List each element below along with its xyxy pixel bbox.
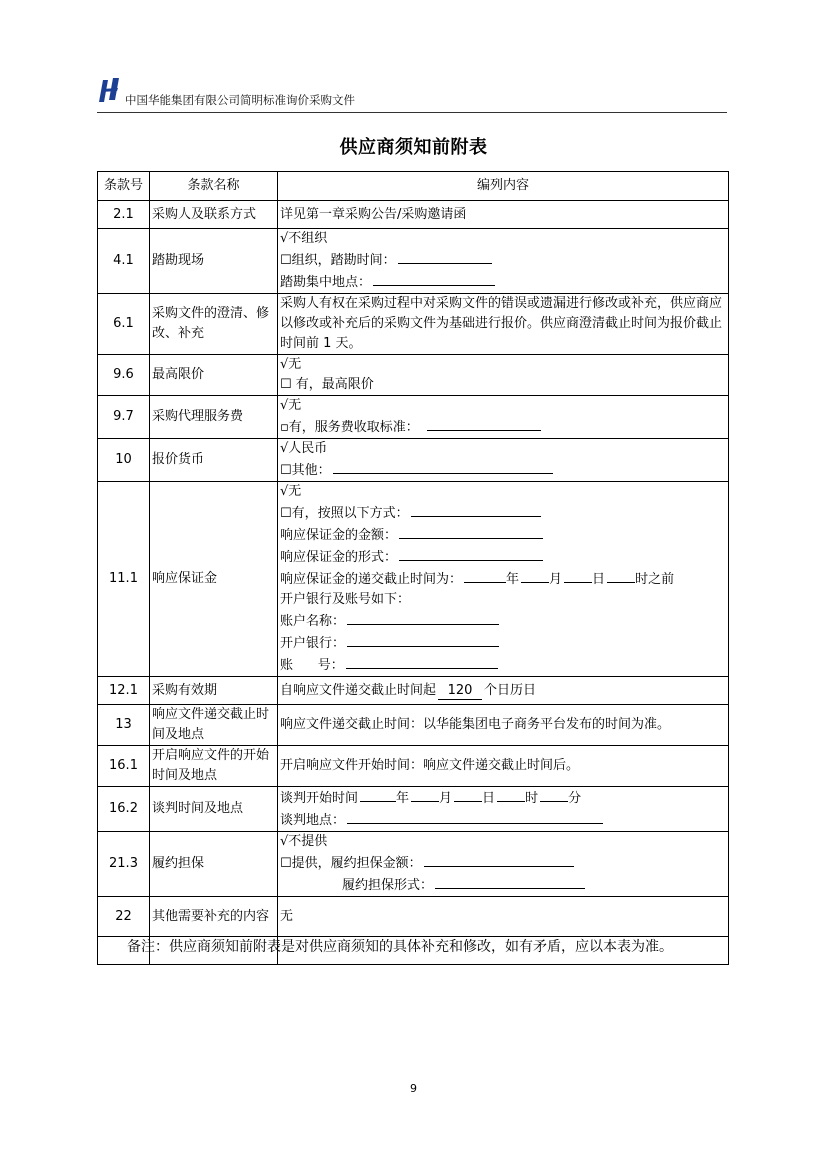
blank-field xyxy=(333,459,553,474)
clause-no: 6.1 xyxy=(98,294,150,355)
clause-content: 开启响应文件开始时间：响应文件递交截止时间后。 xyxy=(278,746,729,787)
clause-name: 最高限价 xyxy=(150,355,278,396)
table-row xyxy=(98,229,729,294)
option-line: √无 xyxy=(280,357,302,372)
blank-field xyxy=(373,271,495,286)
header-title: 中国华能集团有限公司简明标准询价采购文件 xyxy=(125,93,355,107)
clause-no: 22 xyxy=(98,897,150,937)
option-line: 响应保证金的递交截止时间为： 年 月 日 时之前 xyxy=(280,568,726,590)
clause-content xyxy=(278,396,729,439)
clause-no: 16.2 xyxy=(98,787,150,832)
clause-name: 开启响应文件的开始时间及地点 xyxy=(150,746,278,787)
validity-days: 120 xyxy=(438,683,482,700)
clause-name: 履约担保 xyxy=(150,832,278,897)
clause-no: 16.1 xyxy=(98,746,150,787)
table-row xyxy=(98,787,729,832)
table-row xyxy=(98,677,729,705)
clause-content: 采购人有权在采购过程中对采购文件的错误或遗漏进行修改或补充，供应商应以修改或补充后的采购文件为基础进行报价。供应商澄清截止时间为报价截止时间前 1 天。 xyxy=(278,294,729,355)
clause-no: 12.1 xyxy=(98,677,150,705)
option-line: 开户银行及账号如下： xyxy=(280,592,411,607)
clause-content xyxy=(278,229,729,294)
option-line: √不提供 xyxy=(280,834,328,849)
table-row xyxy=(98,439,729,482)
table-row xyxy=(98,746,729,787)
table-row xyxy=(98,396,729,439)
option-line: 响应保证金的金额： xyxy=(280,524,726,546)
blank-field xyxy=(360,787,396,802)
blank-field xyxy=(521,568,549,583)
table-row xyxy=(98,482,729,677)
table-row xyxy=(98,201,729,229)
option-line: √人民币 xyxy=(280,441,328,456)
blank-field xyxy=(346,654,498,669)
option-line: 履约担保形式： xyxy=(280,874,726,896)
option-line: ☐有，按照以下方式： xyxy=(280,502,726,524)
blank-field xyxy=(435,874,585,889)
clause-name: 其他需要补充的内容 xyxy=(150,897,278,937)
blank-field xyxy=(424,852,574,867)
option-line: ▫有，服务费收取标准： xyxy=(280,416,726,438)
blank-field xyxy=(464,568,506,583)
option-line: 开户银行： xyxy=(280,632,726,654)
option-line: √无 xyxy=(280,484,302,499)
blank-field xyxy=(564,568,592,583)
table-row xyxy=(98,832,729,897)
option-line: ☐其他： xyxy=(280,459,726,481)
clause-name: 报价货币 xyxy=(150,439,278,482)
blank-field xyxy=(540,787,568,802)
blank-field xyxy=(607,568,635,583)
option-line: ☐组织，踏勘时间： xyxy=(280,249,726,271)
blank-field xyxy=(411,787,439,802)
clause-name: 响应文件递交截止时间及地点 xyxy=(150,705,278,746)
option-line: 踏勘集中地点： xyxy=(280,271,726,293)
clause-name: 踏勘现场 xyxy=(150,229,278,294)
option-line: 账 号： xyxy=(280,654,726,676)
option-line: √不组织 xyxy=(280,231,328,246)
table-row xyxy=(98,355,729,396)
table-row xyxy=(98,294,729,355)
clause-content xyxy=(278,787,729,832)
option-line: √无 xyxy=(280,398,302,413)
blank-field xyxy=(347,632,499,647)
table-row xyxy=(98,897,729,937)
table-header-row xyxy=(98,172,729,201)
header-clause-no: 条款号 xyxy=(98,172,150,201)
option-line: ☐提供，履约担保金额： xyxy=(280,852,726,874)
pre-table xyxy=(97,171,729,965)
clause-no: 11.1 xyxy=(98,482,150,677)
clause-name: 谈判时间及地点 xyxy=(150,787,278,832)
option-line: 账户名称： xyxy=(280,610,726,632)
page-header xyxy=(97,72,727,113)
blank-field xyxy=(399,524,543,539)
option-line: 谈判地点： xyxy=(280,809,726,831)
option-line: 响应保证金的形式： xyxy=(280,546,726,568)
clause-no: 21.3 xyxy=(98,832,150,897)
clause-no: 2.1 xyxy=(98,201,150,229)
clause-content: 响应文件递交截止时间：以华能集团电子商务平台发布的时间为准。 xyxy=(278,705,729,746)
clause-no: 9.6 xyxy=(98,355,150,396)
clause-name: 采购代理服务费 xyxy=(150,396,278,439)
blank-field xyxy=(497,787,525,802)
huaneng-logo-icon xyxy=(99,76,121,104)
header-content: 编列内容 xyxy=(278,172,729,201)
blank-field xyxy=(399,546,543,561)
note-paragraph: 备注：供应商须知前附表是对供应商须知的具体补充和修改，如有矛盾，应以本表为准。 xyxy=(127,939,673,955)
option-line: 谈判开始时间 年 月 日 时 分 xyxy=(280,787,726,809)
clause-content xyxy=(278,439,729,482)
clause-content: 无 xyxy=(278,897,729,937)
clause-no: 10 xyxy=(98,439,150,482)
blank-field xyxy=(454,787,482,802)
page-title: 供应商须知前附表 xyxy=(339,137,488,158)
clause-content xyxy=(278,482,729,677)
clause-content xyxy=(278,355,729,396)
clause-name: 响应保证金 xyxy=(150,482,278,677)
clause-name: 采购有效期 xyxy=(150,677,278,705)
option-line: ☐ 有，最高限价 xyxy=(280,377,374,392)
blank-field xyxy=(347,809,603,824)
header-clause-name: 条款名称 xyxy=(150,172,278,201)
table-row xyxy=(98,705,729,746)
blank-field xyxy=(427,416,541,431)
page-number: 9 xyxy=(410,1082,417,1095)
blank-field xyxy=(347,610,499,625)
blank-field xyxy=(398,249,492,264)
clause-no: 13 xyxy=(98,705,150,746)
clause-name: 采购文件的澄清、修改、补充 xyxy=(150,294,278,355)
clause-content: 自响应文件递交截止时间起 120 个日历日 xyxy=(278,677,729,705)
clause-no: 9.7 xyxy=(98,396,150,439)
clause-name: 采购人及联系方式 xyxy=(150,201,278,229)
clause-content: 详见第一章采购公告/采购邀请函 xyxy=(278,201,729,229)
clause-content xyxy=(278,832,729,897)
blank-field xyxy=(411,502,541,517)
clause-no: 4.1 xyxy=(98,229,150,294)
